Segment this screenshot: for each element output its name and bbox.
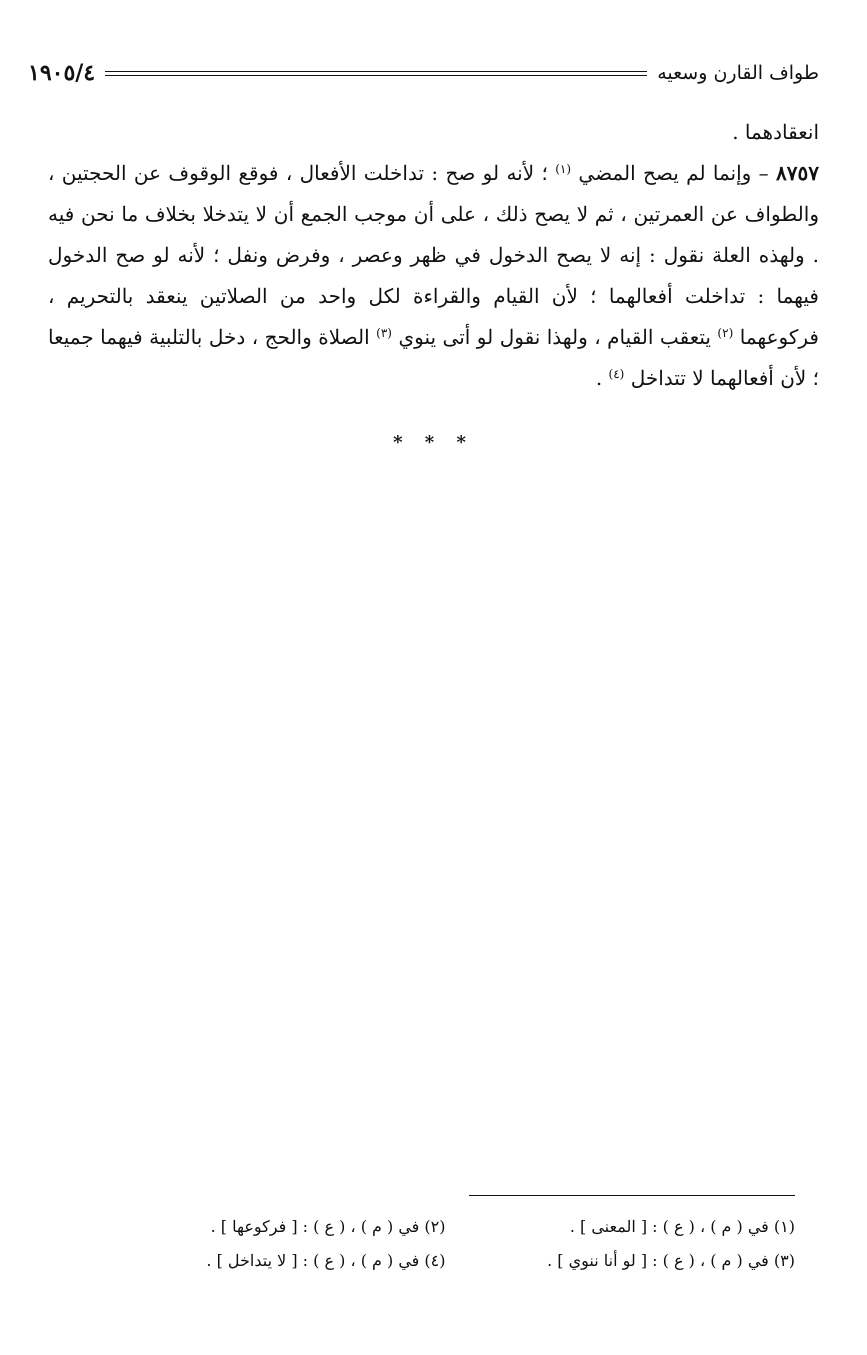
footnote-3: (٣) في ( م ) ، ( ع ) : [ لو أنا ننوي ] . xyxy=(547,1251,795,1270)
footnote-ref-4: (٤) xyxy=(608,367,625,381)
paragraph-segment-3: يتعقب القيام ، ولهذا نقول لو أتى ينوي xyxy=(391,325,718,349)
footnote-2: (٢) في ( م ) ، ( ع ) : [ فركوعها ] . xyxy=(210,1217,446,1236)
footnote-row xyxy=(96,1244,795,1278)
paragraph-segment-2: ؛ لأنه لو صح : تداخلت الأفعال ، فوقع الوقوف عن الحجتين ، والطواف عن العمرتين ، ثم لا يصح ذلك ، على أن موجب الجمع أن لا يتدخلا بخلاف ما نحن فيه . ولهذه العلة نقول : إنه لا يصح الدخول في ظهر وعصر ، وفرض ونفل ؛ لأنه لو صح الدخول فيهما : تداخلت أفعالهما ؛ لأن القيام والقراءة لكل واحد من الصلاتين ينعقد بالتحريم ، فركوعهما xyxy=(48,161,819,349)
paragraph-number: ٨٧٥٧ xyxy=(776,161,819,185)
footnote-4: (٤) في ( م ) ، ( ع ) : [ لا يتداخل ] . xyxy=(206,1251,446,1270)
text-line-continuation: انعقادهما . xyxy=(732,120,819,144)
paragraph-segment-1: وإنما لم يصح المضي xyxy=(571,161,752,185)
paragraph-8757 xyxy=(48,153,819,399)
footnote-rule xyxy=(469,1195,795,1196)
footnote-1: (١) في ( م ) ، ( ع ) : [ المعنى ] . xyxy=(569,1217,795,1236)
paragraph-segment-4: الصلاة والحج ، دخل بالتلبية فيهما جميعا ؛ لأن أفعالهما لا تتداخل xyxy=(48,325,819,390)
running-header xyxy=(28,58,819,88)
main-text xyxy=(48,112,819,399)
footnote-ref-1: (١) xyxy=(555,162,572,176)
header-rule xyxy=(105,71,647,76)
paragraph-dash: – xyxy=(751,161,777,185)
header-title: طواف القارن وسعيه xyxy=(657,62,819,84)
footnotes xyxy=(96,1210,795,1278)
footnote-row xyxy=(96,1210,795,1244)
footnote-ref-2: (٢) xyxy=(717,326,734,340)
section-separator: * * * xyxy=(393,432,474,453)
footnote-ref-3: (٣) xyxy=(376,326,392,340)
paragraph-segment-5: . xyxy=(595,366,609,390)
page-number: ١٩٠٥/٤ xyxy=(28,60,96,86)
